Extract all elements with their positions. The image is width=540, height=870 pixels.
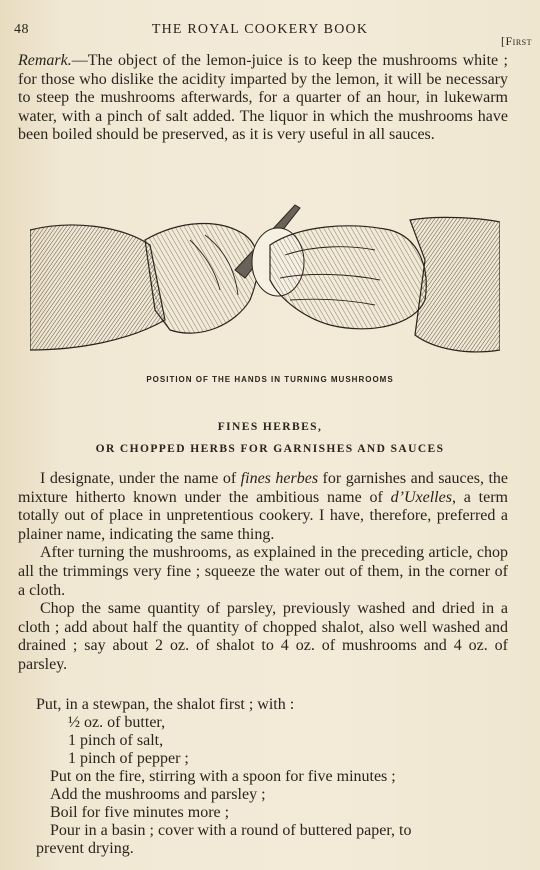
step-line: Pour in a basin ; cover with a round of buttered paper, to: [50, 822, 412, 839]
intro-text-a: I designate, under the name of: [40, 470, 241, 487]
hands-illustration: [30, 200, 500, 368]
paragraph-intro: [18, 470, 508, 544]
step-line: 1 pinch of pepper ;: [68, 750, 189, 767]
term-duxelles: d’Uxelles: [390, 488, 452, 506]
paragraph-turning: After turning the mushrooms, as explained in the preceding article, chop all the trimmings very fine ; squeeze the water out of them, in the corner of a cloth.: [18, 544, 508, 599]
remark-text: —The object of the lemon-juice is to keep the mushrooms white ; for those who dislike the acidity imparted by the lemon, it will be necessary to steep the mushrooms afterwards, for a quarter of an hour, in lukewarm water, with a pinch of salt added. The liquor in which the mushrooms have been boiled should be preserved, as it is very useful in all sauces.: [18, 52, 508, 144]
main-text: [18, 470, 508, 675]
illustration-caption: POSITION OF THE HANDS IN TURNING MUSHROOMS: [146, 375, 394, 384]
running-section: [First: [500, 34, 532, 48]
step-line: Boil for five minutes more ;: [50, 804, 230, 821]
paragraph-parsley: Chop the same quantity of parsley, previously washed and dried in a cloth ; add about half the quantity of chopped shalot, also well washed and drained ; say about 2 oz. of shalot to 4 oz. of mushrooms and 4 oz. of parsley.: [18, 600, 508, 673]
page-header: [14, 22, 532, 48]
intro-text-b: for garnishes and sauces, the mixture hitherto known under the ambitious name of: [18, 470, 509, 506]
step-line: Put, in a stewpan, the shalot first ; with :: [36, 696, 295, 713]
remark-label: Remark.: [18, 52, 72, 69]
running-title: THE ROYAL COOKERY BOOK: [151, 22, 369, 37]
step-line: Put on the fire, stirring with a spoon for five minutes ;: [50, 768, 396, 785]
section-subtitle: OR CHOPPED HERBS FOR GARNISHES AND SAUCES: [95, 443, 445, 455]
term-fines-herbes: fines herbes: [240, 470, 319, 487]
step-line: 1 pinch of salt,: [68, 732, 164, 749]
remark-paragraph: [18, 52, 508, 145]
step-line: ½ oz. of butter,: [68, 714, 166, 731]
step-line: prevent drying.: [36, 840, 134, 857]
section-title: FINES HERBES,: [217, 421, 323, 433]
step-list: [18, 696, 411, 858]
step-line: Add the mushrooms and parsley ;: [50, 786, 266, 803]
page-number: 48: [14, 22, 29, 37]
intro-text-c: , a term totally out of place in unpretentious cookery. I have, therefore, preferred a plainer name, indicating the same thing.: [18, 488, 508, 543]
